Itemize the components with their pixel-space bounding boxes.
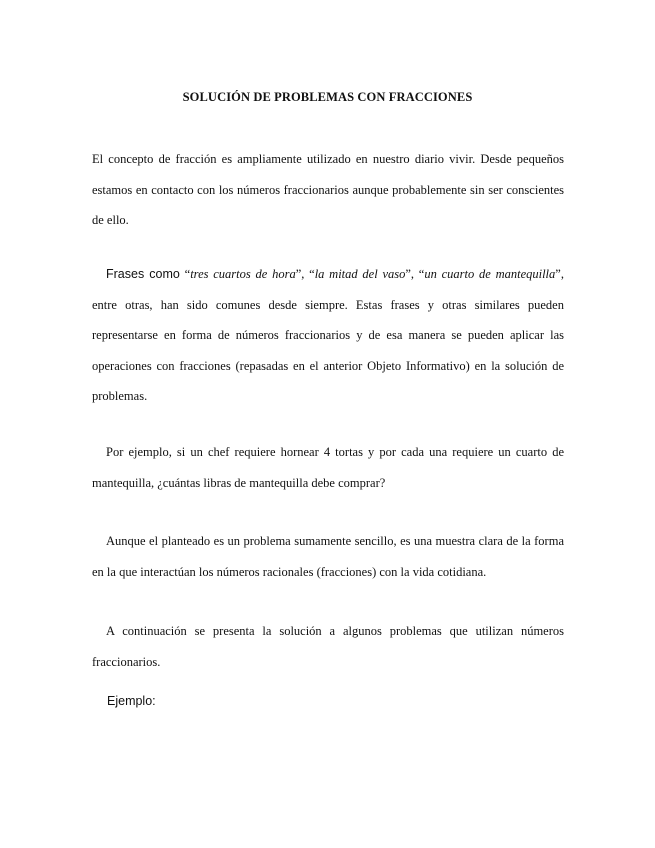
- phrases-lead: Frases como: [106, 267, 180, 281]
- quote-separator: ”, “: [405, 267, 425, 281]
- example-heading: Ejemplo:: [107, 694, 156, 708]
- phrase-cuarto-mantequilla: un cuarto de mantequilla: [424, 267, 556, 281]
- document-title: SOLUCIÓN DE PROBLEMAS CON FRACCIONES: [182, 90, 473, 104]
- phrase-mitad-vaso: la mitad del vaso: [314, 267, 406, 281]
- paragraph-daily-life: Aunque el planteado es un problema sumamente sencillo, es una muestra clara de la forma en la que interactúan los números racionales (fracciones) con la vida cotidiana.: [92, 534, 564, 579]
- phrases-rest: ”, entre otras, han sido comunes desde siempre. Estas frases y otras similares pueden representarse en forma de números fraccionarios y de esa manera se pueden aplicar las operaciones con fracciones (repasadas en el anterior Objeto Informativo) en la solución de problemas.: [92, 267, 564, 403]
- paragraph-solutions-intro: A continuación se presenta la solución a algunos problemas que utilizan números fraccionarios.: [92, 624, 564, 669]
- paragraph-example-question: Por ejemplo, si un chef requiere hornear 4 tortas y por cada una requiere un cuarto de mantequilla, ¿cuántas libras de mantequilla debe comprar?: [92, 445, 564, 490]
- quote-open: “: [179, 267, 191, 281]
- quote-separator: ”, “: [295, 267, 315, 281]
- paragraph-intro: El concepto de fracción es ampliamente utilizado en nuestro diario vivir. Desde pequeños estamos en contacto con los números fraccionarios aunque probablemente sin ser conscientes de ello.: [92, 152, 564, 227]
- paragraph-phrases: [92, 259, 564, 412]
- phrase-tres-cuartos: tres cuartos de hora: [190, 267, 296, 281]
